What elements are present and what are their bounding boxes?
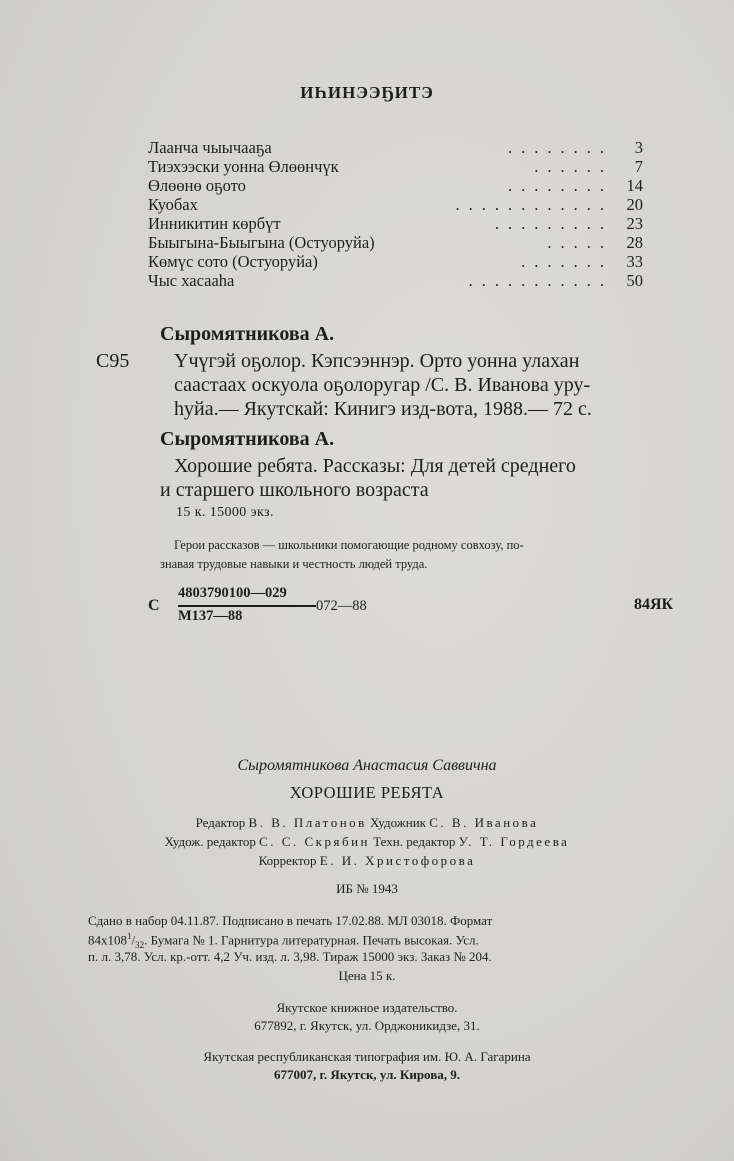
- toc-title: Тиэхээски уонна Өлөөнчүк: [148, 157, 339, 176]
- record-line-ru: Хорошие ребята. Рассказы: Для детей среднего: [174, 455, 576, 477]
- record-line: һуйа.— Якутскай: Кинигэ изд-вота, 1988.— 72 с.: [174, 398, 592, 420]
- toc-page-number: 14: [626, 176, 643, 195]
- proofreader-name: Е. И. Христофорова: [319, 853, 476, 868]
- credits-line: [0, 815, 734, 831]
- credits-line: [0, 853, 734, 869]
- toc-leader: .......: [521, 252, 613, 271]
- ib-number: ИБ № 1943: [336, 881, 398, 896]
- toc-title: Көмүс сото (Остуоруйа): [148, 252, 318, 271]
- format-size: 84x108: [88, 932, 127, 948]
- proofreader-label: Корректор: [258, 853, 317, 868]
- art-editor-name: С. С. Скрябин: [259, 834, 370, 849]
- classification-code: 84ЯК: [634, 596, 674, 613]
- toc-title: Быыгына-Быыгына (Остуоруйа): [148, 233, 375, 252]
- toc-leader: ......: [534, 157, 613, 176]
- record-line: саастаах оскуола оҕолоругар /С. В. Иванова уру-: [174, 374, 591, 396]
- toc-page-number: 7: [634, 157, 643, 176]
- toc-page-number: 33: [626, 252, 643, 271]
- toc-title: Куобах: [148, 195, 198, 214]
- colophon-full-name: Сыромятникова Анастасия Саввична: [237, 757, 497, 774]
- toc-page-number: 3: [634, 138, 643, 157]
- record-copies: 15 к. 15000 экз.: [176, 505, 274, 520]
- toc-title: Лаанча чыычааҕа: [148, 138, 272, 157]
- toc-leader: .........: [494, 214, 613, 233]
- toc-leader: ...........: [468, 271, 613, 290]
- publisher-address: 677892, г. Якутск, ул. Орджоникидзе, 31.: [254, 1018, 480, 1033]
- art-editor-label: Худож. редактор: [164, 834, 256, 849]
- record-line-ru: и старшего школьного возраста: [160, 479, 429, 501]
- credits-line: [0, 834, 734, 850]
- toc-leader: ........: [508, 138, 613, 157]
- toc-title: Инникитин көрбүт: [148, 214, 281, 233]
- colophon-book-title: ХОРОШИЕ РЕБЯТА: [289, 783, 445, 802]
- printer-address: 677007, г. Якутск, ул. Кирова, 9.: [274, 1067, 460, 1082]
- record-code: С95: [96, 350, 130, 372]
- record-author: Сыромятникова А.: [160, 323, 335, 345]
- annotation-line: знавая трудовые навыки и честность людей труда.: [160, 557, 428, 571]
- fraction-denominator: 32: [135, 939, 145, 950]
- contents-title: ИҺИНЭЭҔИТЭ: [300, 83, 434, 102]
- toc-page-number: 23: [626, 214, 643, 233]
- record-line: Үчүгэй оҕолор. Кэпсээннэр. Орто уонна улахан: [174, 350, 580, 372]
- toc-page-number: 50: [626, 271, 643, 290]
- fraction-slash: /: [131, 932, 136, 948]
- annotation-line: Герои рассказов — школьники помогающие родному совхозу, по-: [174, 538, 524, 552]
- print-line: [88, 931, 700, 950]
- editor-label: Редактор: [195, 815, 246, 830]
- publisher: Якутское книжное издательство.: [276, 1000, 458, 1015]
- tech-editor-name: У. Т. Гордеева: [458, 834, 570, 849]
- fraction-numerator: 1: [127, 931, 132, 941]
- toc-leader: ............: [455, 195, 613, 214]
- toc-title: Чыс хасааһа: [148, 271, 235, 290]
- paper-info: . Бумага № 1. Гарнитура литературная. Печать высокая. Усл.: [144, 932, 479, 948]
- editor-name: В. В. Платонов: [248, 815, 367, 830]
- index-suffix: 072—88: [316, 598, 367, 614]
- tech-editor-label: Техн. редактор: [373, 834, 456, 849]
- print-line: Сдано в набор 04.11.87. Подписано в печать 17.02.88. МЛ 03018. Формат: [88, 913, 493, 928]
- record-author-ru: Сыромятникова А.: [160, 428, 335, 450]
- artist-label: Художник: [370, 815, 426, 830]
- toc-page-number: 20: [626, 195, 643, 214]
- artist-name: С. В. Иванова: [429, 815, 539, 830]
- index-numerator: 4803790100—029: [178, 585, 287, 601]
- printer: Якутская республиканская типография им. Ю. А. Гагарина: [203, 1049, 531, 1064]
- fraction-rule: [178, 605, 316, 607]
- print-line: п. л. 3,78. Усл. кр.-отт. 4,2 Уч. изд. л. 3,98. Тираж 15000 экз. Заказ № 204.: [88, 949, 492, 964]
- toc-row: [148, 271, 643, 293]
- toc-page-number: 28: [626, 233, 643, 252]
- toc-leader: ........: [508, 176, 613, 195]
- index-denominator: М137—88: [178, 608, 243, 624]
- index-letter: С: [148, 597, 160, 614]
- toc-leader: .....: [547, 233, 613, 252]
- price: Цена 15 к.: [338, 968, 396, 983]
- toc-title: Өлөөнө оҕото: [148, 176, 246, 195]
